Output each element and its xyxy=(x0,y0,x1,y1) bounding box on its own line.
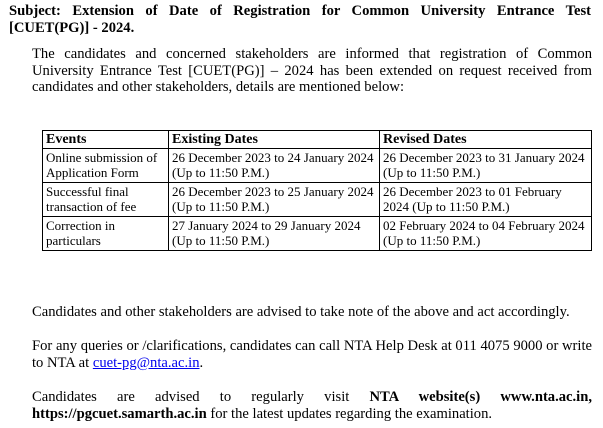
header-revised-dates: Revised Dates xyxy=(380,131,592,149)
visit-end: for the latest updates regarding the examination. xyxy=(206,405,493,422)
website-links: NTA website(s) www.nta.ac.in, https://pgcuet.samarth.ac.in xyxy=(32,389,592,422)
email-link[interactable]: cuet-pg@nta.ac.in xyxy=(92,354,200,371)
visit-text: Candidates are advised to regularly visit xyxy=(32,389,370,405)
revised-date-cell: 02 February 2024 to 04 February 2024 (Up to 11:50 P.M.) xyxy=(380,217,592,251)
table-row xyxy=(43,183,592,217)
table-header-row xyxy=(43,131,592,149)
header-existing-dates: Existing Dates xyxy=(169,131,380,149)
subject-line: Subject: Extension of Date of Registration for Common University Entrance Test [CUET(PG)] - 2024. xyxy=(9,3,591,36)
revised-date-cell: 26 December 2023 to 01 February 2024 (Up to 11:50 P.M.) xyxy=(380,183,592,217)
existing-date-cell: 26 December 2023 to 25 January 2024 (Up to 11:50 P.M.) xyxy=(169,183,380,217)
intro-paragraph: The candidates and concerned stakeholders are informed that registration of Common University Entrance Test [CUET(PG)] – 2024 has been extended on request received from candidates and other stakeholders, details are mentioned below: xyxy=(32,46,592,95)
advice-paragraph: Candidates and other stakeholders are advised to take note of the above and act accordingly. xyxy=(32,304,570,320)
queries-text: For any queries or /clarifications, candidates can call NTA Help Desk at 011 4075 9000 or write to NTA at xyxy=(32,338,592,371)
queries-end: . xyxy=(199,354,204,371)
revised-date-cell: 26 December 2023 to 31 January 2024 (Up to 11:50 P.M.) xyxy=(380,149,592,183)
header-events: Events xyxy=(43,131,169,149)
table-row xyxy=(43,149,592,183)
existing-date-cell: 27 January 2024 to 29 January 2024 (Up to 11:50 P.M.) xyxy=(169,217,380,251)
dates-table xyxy=(42,130,592,251)
existing-date-cell: 26 December 2023 to 24 January 2024 (Up to 11:50 P.M.) xyxy=(169,149,380,183)
event-cell: Successful final transaction of fee xyxy=(43,183,169,217)
table-row xyxy=(43,217,592,251)
event-cell: Online submission of Application Form xyxy=(43,149,169,183)
event-cell: Correction in particulars xyxy=(43,217,169,251)
visit-paragraph xyxy=(32,389,592,422)
queries-paragraph xyxy=(32,338,592,371)
